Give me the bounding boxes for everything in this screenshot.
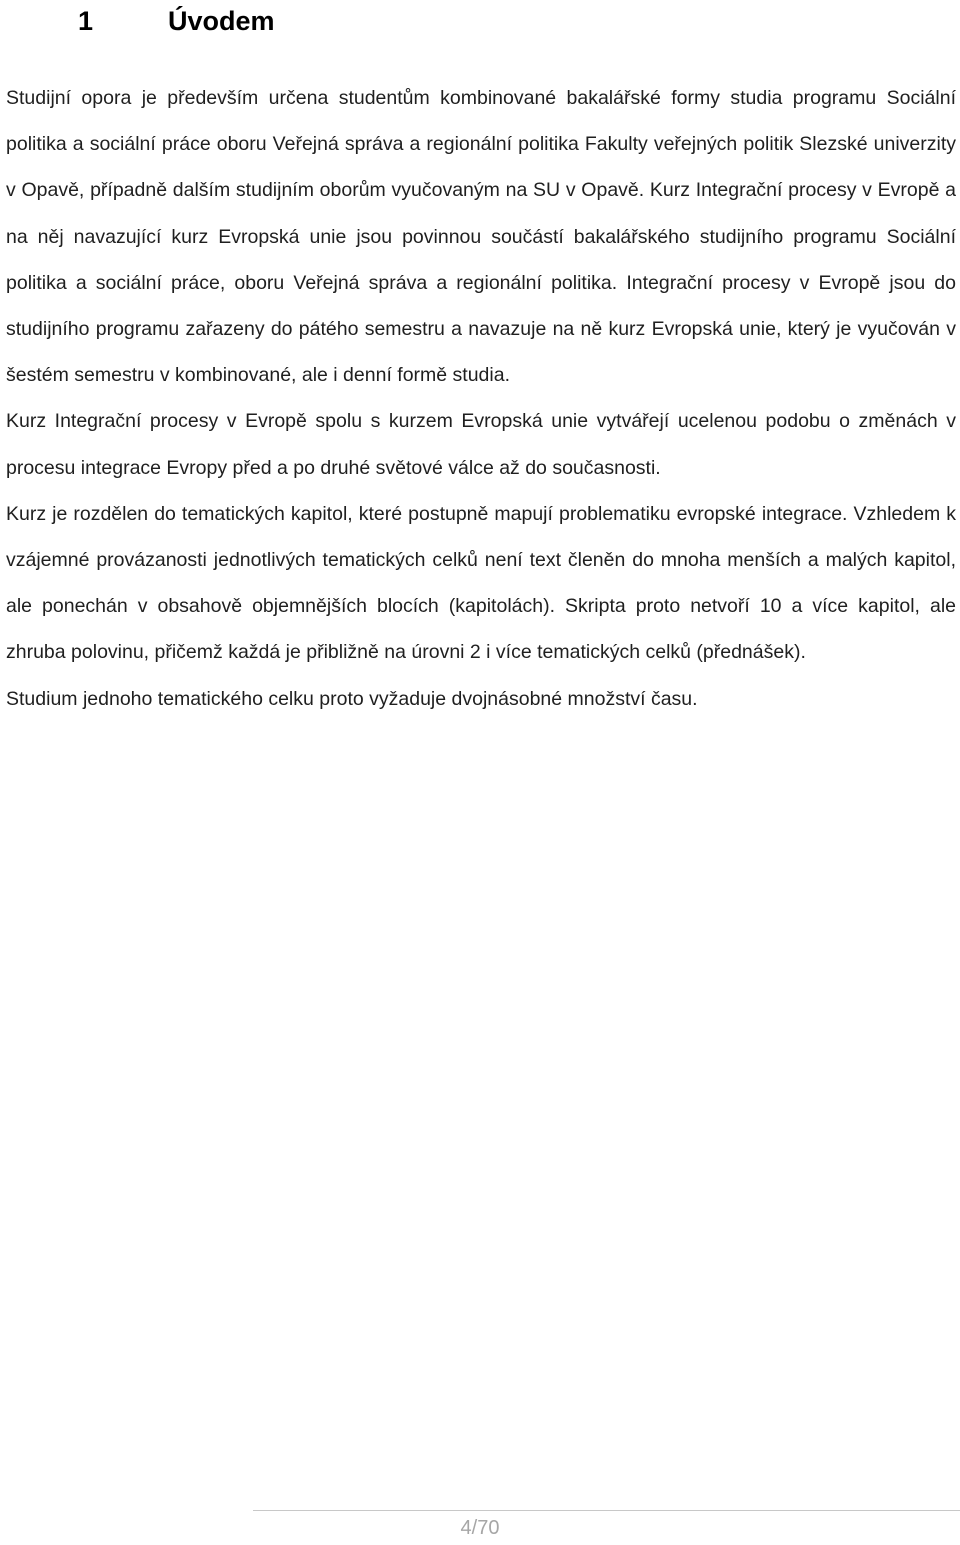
page-number: 4/70	[460, 1517, 500, 1539]
chapter-heading	[78, 0, 275, 42]
paragraph-course-scope: Kurz Integrační procesy v Evropě spolu s kurzem Evropská unie vytvářejí ucelenou podobu o změnách v procesu integrace Evropy před a po druhé světové válce až do současnosti.	[6, 410, 956, 479]
footer-divider	[253, 1510, 960, 1511]
chapter-number: 1	[78, 5, 94, 36]
chapter-title: Úvodem	[168, 5, 275, 36]
body-text	[6, 75, 956, 722]
paragraph-study-time: Studium jednoho tematického celku proto vyžaduje dvojnásobné množství času.	[6, 687, 698, 710]
paragraph-structure: Kurz je rozdělen do tematických kapitol, které postupně mapují problematiku evropské integrace. Vzhledem k vzájemné provázanosti jednotlivých tematických celků není text členěn do mnoha menších a malých kapitol, ale ponechán v obsahově objemnějších blocích (kapitolách). Skripta proto netvoří 10 a více kapitol, ale zhruba polovinu, přičemž každá je přibližně na úrovni 2 i více tematických celků (přednášek).	[6, 502, 956, 664]
paragraph-intro: Studijní opora je především určena studentům kombinované bakalářské formy studia programu Sociální politika a sociální práce oboru Veřejná správa a regionální politika Fakulty veřejných politik Slezské univerzity v Opavě, případně dalším studijním oborům vyučovaným na SU v Opavě. Kurz Integrační procesy v Evropě a na něj navazující kurz Evropská unie jsou povinnou součástí bakalářského studijního programu Sociální politika a sociální práce, oboru Veřejná správa a regionální politika. Integrační procesy v Evropě jsou do studijního programu zařazeny do pátého semestru a navazuje na ně kurz Evropská unie, který je vyučován v šestém semestru v kombinované, ale i denní formě studia.	[6, 87, 956, 387]
